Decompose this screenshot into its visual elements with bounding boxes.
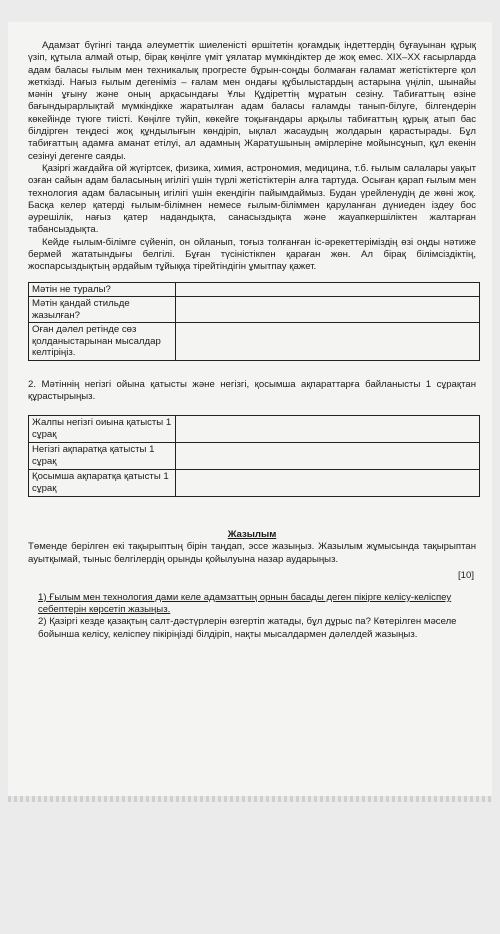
table-row (29, 297, 480, 323)
score-label: [10] (457, 569, 474, 581)
table-question-cell: Мәтін қандай стильде жазылған? (29, 297, 176, 323)
table-answer-cell[interactable] (176, 282, 480, 297)
list-item: 2) Қазіргі кезде қазақтың салт-дәстүрлерін өзгертіп жатады, бұл дұрыс па? Көтерілген мәселе бойынша келісу, келіспеу пікіріңізді білдіріп, нақты мысалдармен дәлелдей жазыңыз. (38, 616, 457, 640)
table-row (29, 416, 480, 443)
table-answer-cell[interactable] (176, 470, 480, 497)
task-2-question: 2. Мәтіннің негізгі ойына қатысты және негізгі, қосымша ақпараттарға байланысты 1 сұрақтан құрастырыңыз. (28, 378, 476, 402)
table-answer-cell[interactable] (176, 443, 480, 470)
table-row (29, 470, 480, 497)
reading-paragraph-3: Кейде ғылым-білімге сүйеніп, он ойланып, тоғыз толғанған іс-әрекеттеріміздің өзі оңды нәтиже бермей жататындығы белгілі. Бұған түсіністікпен қараған жөн. Ал бірақ білімсіздіктің, жоспарсыздықтың әрдайым тұйыққа тірейтіндігін ұмытпау қажет. (28, 236, 476, 273)
table-row (29, 443, 480, 470)
table-question-cell: Оған дәлел ретінде сөз қолданыстарынан мысалдар келтіріңіз. (29, 323, 176, 361)
table-question-cell: Негізгі ақпаратқа қатысты 1 сұрақ (29, 443, 176, 470)
reading-paragraph-1: Адамзат бүгінгі таңда әлеуметтік шиеленісті өршітетін қоғамдық індеттердің бұғауынан құрық үзіп, құтыла алмай отыр, бірақ көңілге үміт ұялатар мүмкіндіктер де жоқ емес. XIX–XX ғасырларда адам баласы ғылым мен техникалық прогресте бұрын-соңды болмаған ғаламат жетістіктерге қол жеткізді. Нағыз ғылым дегеніміз – ғалам мен ондағы құбылыстардың астарына үңіліп, шынайы мәнін ұғыну және оның арқасындағы Ұлы Құдіреттің мұратын сезіну. Табиғаттың өзіне бағындырарлықтай мүмкіндікке жаратылған адам баласы ғаламды танып-білуге, білгендерін көкейінде түюге тиісті. Көңілге түйіп, көкейге тоқығандары арқылы табиғаттың құрық атып бас білдірген теңдесі жоқ құндылығын көндіріп, ықлал жасаудың жолдарын қарастырады. Бұл табиғаттың адамға аманат етілуі, ал адамның Жаратушының әмірлеріне мойынсұнып, құл екенін сезінуі дегенге саяды. (28, 40, 476, 162)
table-question-cell: Мәтін не туралы? (29, 282, 176, 297)
writing-section-title: Жазылым (227, 529, 277, 541)
list-item: 1) Ғылым мен технология дами келе адамзаттың орнын басады деген пікірге келісу-келіспеу себептерін көрсетіп жазыңыз. (38, 591, 452, 616)
essay-topics (38, 592, 476, 641)
worksheet-page (8, 22, 492, 796)
page-edge-divider (8, 796, 492, 802)
questions-table (28, 415, 480, 497)
table-answer-cell[interactable] (176, 297, 480, 323)
reading-paragraph-2: Қазіргі жағдайға ой жүгіртсек, физика, химия, астрономия, медицина, т.б. ғылым салалары уақыт озған сайын адам баласының игілігі үшін түрлі жетістіктерін алға тартуда. Осыған қарап ғылым мен технология адам баласының игілігі үшін екендігін пайымдаймыз. Будан үрейленудің де жөні жоқ. Басқа келер қатерді ғылым-білімнен немесе ғылым-біліммен қаруланған дүниеден іздеу бос әурешілік, нағыз қатер надандықта, санасыздықта және жауапкершіліктен жалтарған табансыздықта. (28, 162, 476, 236)
table-row (29, 282, 480, 297)
writing-task: Төменде берілген екі тақырыптың бірін таңдап, эссе жазыңыз. Жазылым жұмысында тақырыптан ауытқымай, тыныс белгілердің орынды қойылуына назар аударыңыз. (28, 541, 476, 565)
table-question-cell: Жалпы негізгі оиына қатысты 1 сұрақ (29, 416, 176, 443)
table-question-cell: Қосымша ақпаратқа қатысты 1 сұрақ (29, 470, 176, 497)
table-answer-cell[interactable] (176, 416, 480, 443)
table-answer-cell[interactable] (176, 323, 480, 361)
table-row (29, 323, 480, 361)
analysis-table (28, 282, 480, 361)
